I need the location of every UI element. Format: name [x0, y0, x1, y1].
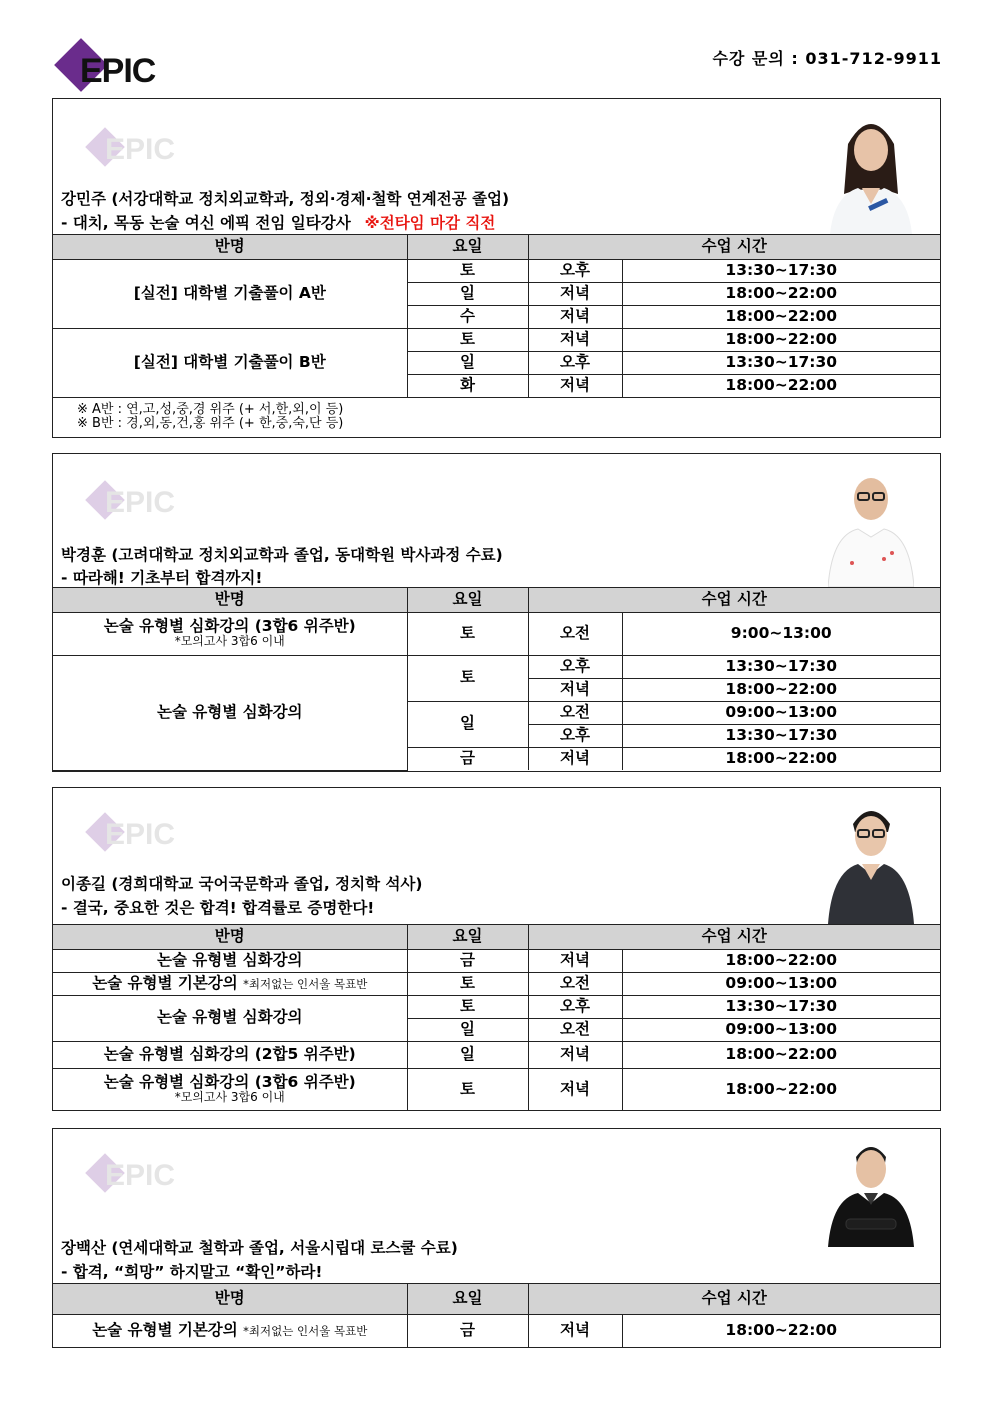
col-header-day: 요일 — [407, 925, 528, 949]
day: 일 — [407, 701, 528, 747]
period: 저녁 — [528, 374, 622, 397]
teacher-header — [53, 99, 940, 235]
class-name: 논술 유형별 심화강의 (3합6 위주반) *모의고사 3합6 이내 — [53, 1068, 407, 1110]
class-name: 논술 유형별 기본강의 *최저없는 인서울 목표반 — [53, 1314, 407, 1347]
col-header-class: 반명 — [53, 235, 407, 259]
period: 오후 — [528, 351, 622, 374]
teacher-name: 이종길 (경희대학교 국어국문학과 졸업, 정치학 석사) — [61, 875, 423, 893]
period: 오후 — [528, 259, 622, 282]
period: 저녁 — [528, 305, 622, 328]
class-name: 논술 유형별 심화강의 — [53, 995, 407, 1041]
period: 저녁 — [528, 949, 622, 972]
class-subnote: *모의고사 3합6 이내 — [174, 634, 285, 649]
class-name: 논술 유형별 심화강의 (2합5 위주반) — [53, 1041, 407, 1068]
day: 토 — [407, 655, 528, 701]
time: 18:00~22:00 — [622, 328, 940, 351]
col-header-time: 수업 시간 — [528, 1284, 940, 1314]
col-header-time: 수업 시간 — [528, 588, 940, 612]
teacher-photo — [828, 104, 914, 234]
watermark-logo: EPIC — [83, 478, 193, 528]
teacher-slogan: - 따라해! 기초부터 합격까지! — [61, 569, 263, 587]
col-header-class: 반명 — [53, 588, 407, 612]
class-notes — [53, 397, 940, 437]
day: 금 — [407, 949, 528, 972]
period: 저녁 — [528, 328, 622, 351]
class-subnote: *최저없는 인서울 목표반 — [243, 976, 368, 991]
period: 오후 — [528, 724, 622, 747]
time: 09:00~13:00 — [622, 701, 940, 724]
watermark-logo: EPIC — [83, 125, 193, 175]
teacher-header — [53, 454, 940, 588]
period: 저녁 — [528, 747, 622, 770]
period: 저녁 — [528, 1068, 622, 1110]
teacher-photo — [828, 796, 914, 924]
time: 09:00~13:00 — [622, 972, 940, 995]
logo-text: EPIC — [80, 52, 156, 90]
col-header-day: 요일 — [407, 1284, 528, 1314]
day: 토 — [407, 328, 528, 351]
teacher-photo — [828, 1139, 914, 1247]
period: 오전 — [528, 972, 622, 995]
schedule-table — [53, 925, 940, 1110]
schedule-table — [53, 235, 940, 437]
day: 금 — [407, 1314, 528, 1347]
time: 18:00~22:00 — [622, 282, 940, 305]
col-header-class: 반명 — [53, 925, 407, 949]
col-header-time: 수업 시간 — [528, 235, 940, 259]
class-name: 논술 유형별 심화강의 — [53, 949, 407, 972]
col-header-day: 요일 — [407, 235, 528, 259]
day: 일 — [407, 351, 528, 374]
class-name: 논술 유형별 기본강의 *최저없는 인서울 목표반 — [53, 972, 407, 995]
time: 13:30~17:30 — [622, 655, 940, 678]
period: 저녁 — [528, 282, 622, 305]
teacher-header — [53, 1129, 940, 1284]
day: 금 — [407, 747, 528, 770]
schedule-table — [53, 588, 940, 771]
teacher-name: 장백산 (연세대학교 철학과 졸업, 서울시립대 로스쿨 수료) — [61, 1239, 458, 1257]
time: 18:00~22:00 — [622, 1068, 940, 1110]
day: 토 — [407, 259, 528, 282]
time: 18:00~22:00 — [622, 1041, 940, 1068]
period: 저녁 — [528, 1041, 622, 1068]
time: 18:00~22:00 — [622, 949, 940, 972]
class-subnote: *최저없는 인서울 목표반 — [243, 1324, 368, 1339]
time: 18:00~22:00 — [622, 1314, 940, 1347]
teacher-slogan: - 합격, “희망” 하지말고 “확인”하라! — [61, 1263, 323, 1281]
day: 일 — [407, 1018, 528, 1041]
day: 토 — [407, 1068, 528, 1110]
watermark-logo: EPIC — [83, 810, 193, 860]
teacher-name: 박경훈 (고려대학교 정치외교학과 졸업, 동대학원 박사과정 수료) — [61, 546, 503, 564]
class-name: 논술 유형별 심화강의 (3합6 위주반) *모의고사 3합6 이내 — [53, 612, 407, 655]
time: 13:30~17:30 — [622, 995, 940, 1018]
period: 저녁 — [528, 1314, 622, 1347]
day: 토 — [407, 612, 528, 655]
period: 오전 — [528, 1018, 622, 1041]
alert-text: ※전타임 마감 직전 — [364, 214, 496, 232]
teacher-block-2 — [52, 453, 941, 772]
time: 9:00~13:00 — [622, 612, 940, 655]
day: 토 — [407, 972, 528, 995]
time: 13:30~17:30 — [622, 724, 940, 747]
time: 13:30~17:30 — [622, 351, 940, 374]
day: 일 — [407, 282, 528, 305]
schedule-table — [53, 1284, 940, 1347]
class-name: 논술 유형별 심화강의 — [53, 655, 407, 770]
class-name: [실전] 대학별 기출풀이 A반 — [53, 259, 407, 328]
day: 토 — [407, 995, 528, 1018]
period: 오후 — [528, 995, 622, 1018]
teacher-slogan: - 대치, 목동 논술 여신 에픽 전임 일타강사 ※전타임 마감 직전 — [61, 214, 496, 232]
contact-info: 수강 문의 : 031-712-9911 — [712, 49, 942, 68]
teacher-name: 강민주 (서강대학교 정치외교학과, 정외·경제·철학 연계전공 졸업) — [61, 190, 510, 208]
col-header-class: 반명 — [53, 1284, 407, 1314]
period: 저녁 — [528, 678, 622, 701]
time: 18:00~22:00 — [622, 374, 940, 397]
teacher-header — [53, 788, 940, 925]
time: 18:00~22:00 — [622, 747, 940, 770]
class-name: [실전] 대학별 기출풀이 B반 — [53, 328, 407, 397]
period: 오후 — [528, 655, 622, 678]
time: 18:00~22:00 — [622, 305, 940, 328]
time: 18:00~22:00 — [622, 678, 940, 701]
watermark-logo: EPIC — [83, 1151, 193, 1201]
teacher-block-4 — [52, 1128, 941, 1348]
note-b: ※ B반 : 경,외,동,건,홍 위주 (+ 한,중,숙,단 등) — [77, 416, 344, 432]
teacher-slogan: - 결국, 중요한 것은 합격! 합격률로 증명한다! — [61, 899, 375, 917]
period: 오전 — [528, 612, 622, 655]
time: 13:30~17:30 — [622, 259, 940, 282]
col-header-day: 요일 — [407, 588, 528, 612]
day: 수 — [407, 305, 528, 328]
period: 오전 — [528, 701, 622, 724]
teacher-block-3 — [52, 787, 941, 1111]
time: 09:00~13:00 — [622, 1018, 940, 1041]
day: 일 — [407, 1041, 528, 1068]
epic-logo — [52, 40, 202, 100]
teacher-photo — [828, 463, 914, 587]
day: 화 — [407, 374, 528, 397]
note-a: ※ A반 : 연,고,성,중,경 위주 (+ 서,한,외,이 등) — [77, 401, 344, 417]
col-header-time: 수업 시간 — [528, 925, 940, 949]
class-subnote: *모의고사 3합6 이내 — [174, 1090, 285, 1105]
teacher-block-1 — [52, 98, 941, 438]
